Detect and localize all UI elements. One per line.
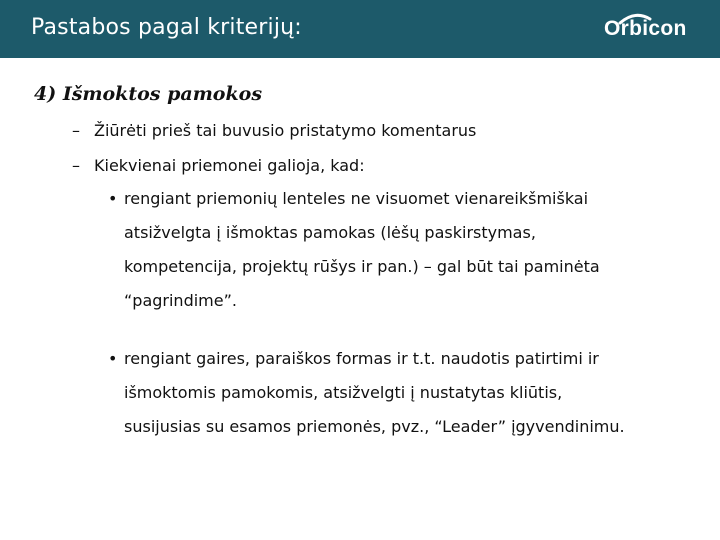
bullet-dot: • [108,349,118,368]
bullet-text: “pagrindime”. [124,291,237,310]
section-heading: 4) Išmoktos pamokos [34,83,263,105]
bullet-line [106,292,706,326]
header-bar [0,0,720,58]
bullet-line [106,258,706,292]
bullet-text: išmoktomis pamokomis, atsižvelgti į nustatytas kliūtis, [124,383,563,402]
bullet-text: rengiant gaires, paraiškos formas ir t.t. naudotis patirtimi ir [124,349,599,368]
list-item-text: Kiekvienai priemonei galioja, kad: [94,156,365,175]
list-item [72,121,476,140]
bullet-line [106,418,706,452]
logo-text: Orbicon [604,17,687,40]
list-item-text: Žiūrėti prieš tai buvusio pristatymo komentarus [94,121,477,140]
bullet-text: susijusias su esamos priemonės, pvz., “Leader” įgyvendinimu. [124,417,625,436]
bullet-line [106,350,706,384]
bullet-line [106,224,706,258]
dash-marker: – [72,121,80,140]
bullet-text: rengiant priemonių lenteles ne visuomet vienareikšmiškai [124,189,589,208]
dash-marker: – [72,156,80,175]
bullet-text: atsižvelgta į išmoktas pamokas (lėšų paskirstymas, [124,223,536,242]
bullet-item [106,350,706,452]
slide-title: Pastabos pagal kriterijų: [31,15,302,40]
orbicon-logo [604,13,708,47]
bullet-line [106,384,706,418]
bullet-line [106,190,706,224]
bullet-dot: • [108,189,118,208]
list-item [72,156,365,175]
bullet-item [106,190,706,326]
bullet-text: kompetencija, projektų rūšys ir pan.) – gal būt tai paminėta [124,257,600,276]
